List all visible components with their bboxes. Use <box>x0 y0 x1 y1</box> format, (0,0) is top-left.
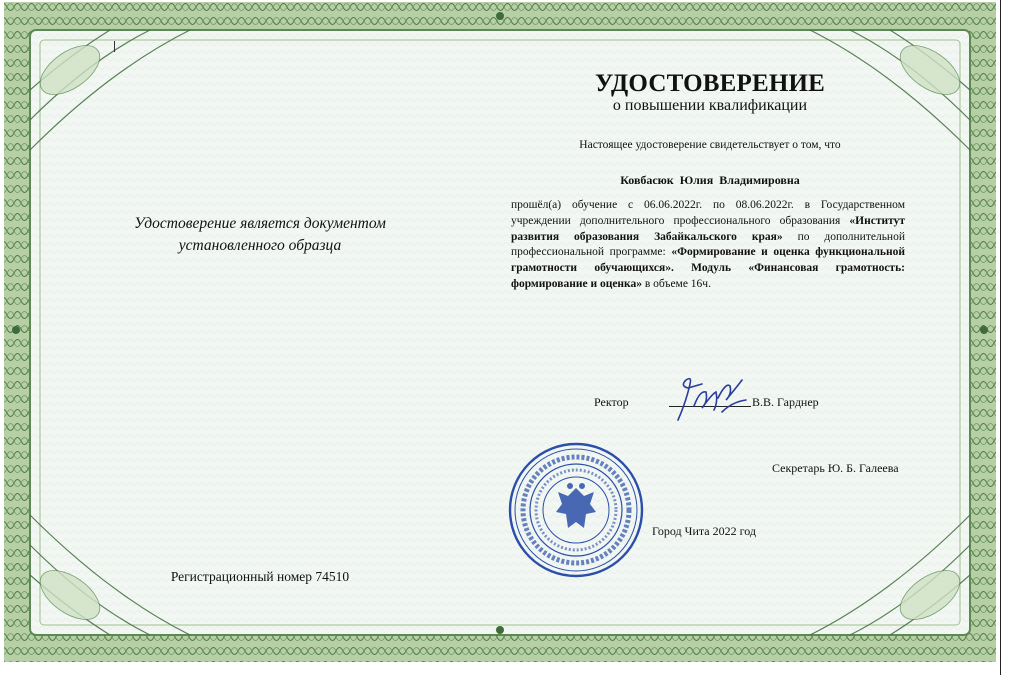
body-part-3: в объеме 16ч. <box>642 277 711 290</box>
body-part-2: по дополнительной профессиональной программе: <box>511 230 905 259</box>
official-seal-icon <box>506 440 646 580</box>
certificate-body <box>511 198 905 293</box>
rector-label: Ректор <box>594 395 629 409</box>
recipient-name: Ковбасюк Юлия Владимировна <box>620 173 800 187</box>
validity-note-line-1: Удостоверение является документом <box>134 215 386 232</box>
page-edge-line <box>1000 0 1001 675</box>
validity-note-line-2: установленного образца <box>178 237 342 254</box>
city-year: Город Чита 2022 год <box>652 524 756 538</box>
handwritten-signature-icon <box>672 372 752 424</box>
validity-note <box>100 213 420 257</box>
secretary-name: Секретарь Ю. Б. Галеева <box>772 461 899 475</box>
body-part-1: прошёл(а) обучение с 06.06.2022г. по 08.06.2022г. в Государственном учреждении дополнительного профессионального образования <box>511 199 905 227</box>
program-name: «Формирование и оценка функциональной грамотности обучающихся». Модуль «Финансовая грамотность: формирование и оценка» <box>511 246 905 290</box>
certificate-subtitle: о повышении квалификации <box>612 97 808 114</box>
institution-name: «Институт развития образования Забайкальского края» <box>511 214 905 243</box>
certificate-title: УДОСТОВЕРЕНИЕ <box>594 70 826 97</box>
intro-text: Настоящее удостоверение свидетельствует о том, что <box>579 139 841 151</box>
rector-name: В.В. Гарднер <box>752 395 819 409</box>
registration-number: Регистрационный номер 74510 <box>170 569 350 584</box>
text-cursor-mark <box>114 41 115 52</box>
